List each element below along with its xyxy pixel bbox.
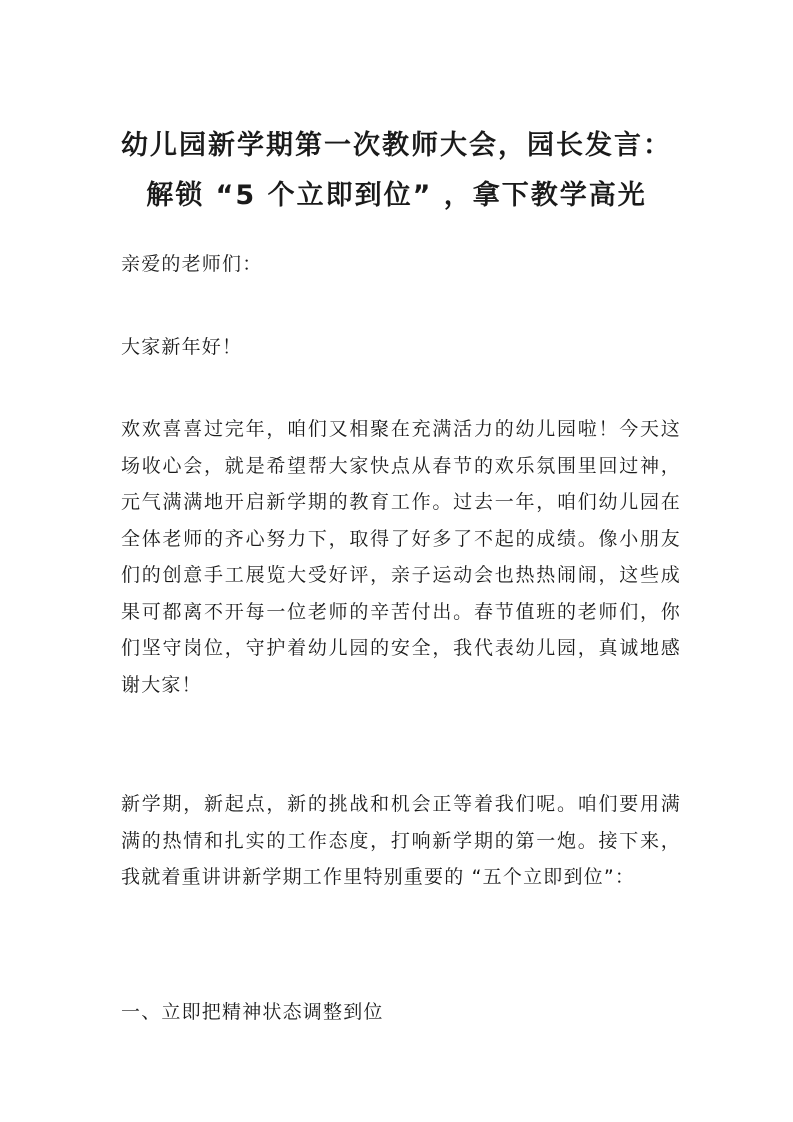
- body-paragraph-1: 欢欢喜喜过完年，咱们又相聚在充满活力的幼儿园啦！今天这场收心会，就是希望帮大家快点从春节的欢乐氛围里回过神，元气满满地开启新学期的教育工作。过去一年，咱们幼儿园在全体老师的齐心努力下，取得了好多了不起的成绩。像小朋友们的创意手工展览大受好评，亲子运动会也热热闹闹，这些成果可都离不开每一位老师的辛苦付出。春节值班的老师们，你们坚守岗位，守护着幼儿园的安全，我代表幼儿园，真诚地感谢大家！: [121, 418, 681, 696]
- document-title-line-2: 解锁 “5 个立即到位” ，拿下教学高光: [146, 180, 647, 211]
- greeting: 大家新年好！: [121, 336, 243, 358]
- salutation: 亲爱的老师们：: [121, 253, 263, 275]
- document-title-line-1: 幼儿园新学期第一次教师大会，园长发言：: [121, 130, 672, 161]
- body-paragraph-2: 新学期，新起点，新的挑战和机会正等着我们呢。咱们要用满满的热情和扎实的工作态度，打响新学期的第一炮。接下来，我就着重讲讲新学期工作里特别重要的 “五个立即到位”：: [121, 793, 681, 888]
- section-heading-1: 一、立即把精神状态调整到位: [121, 1001, 384, 1023]
